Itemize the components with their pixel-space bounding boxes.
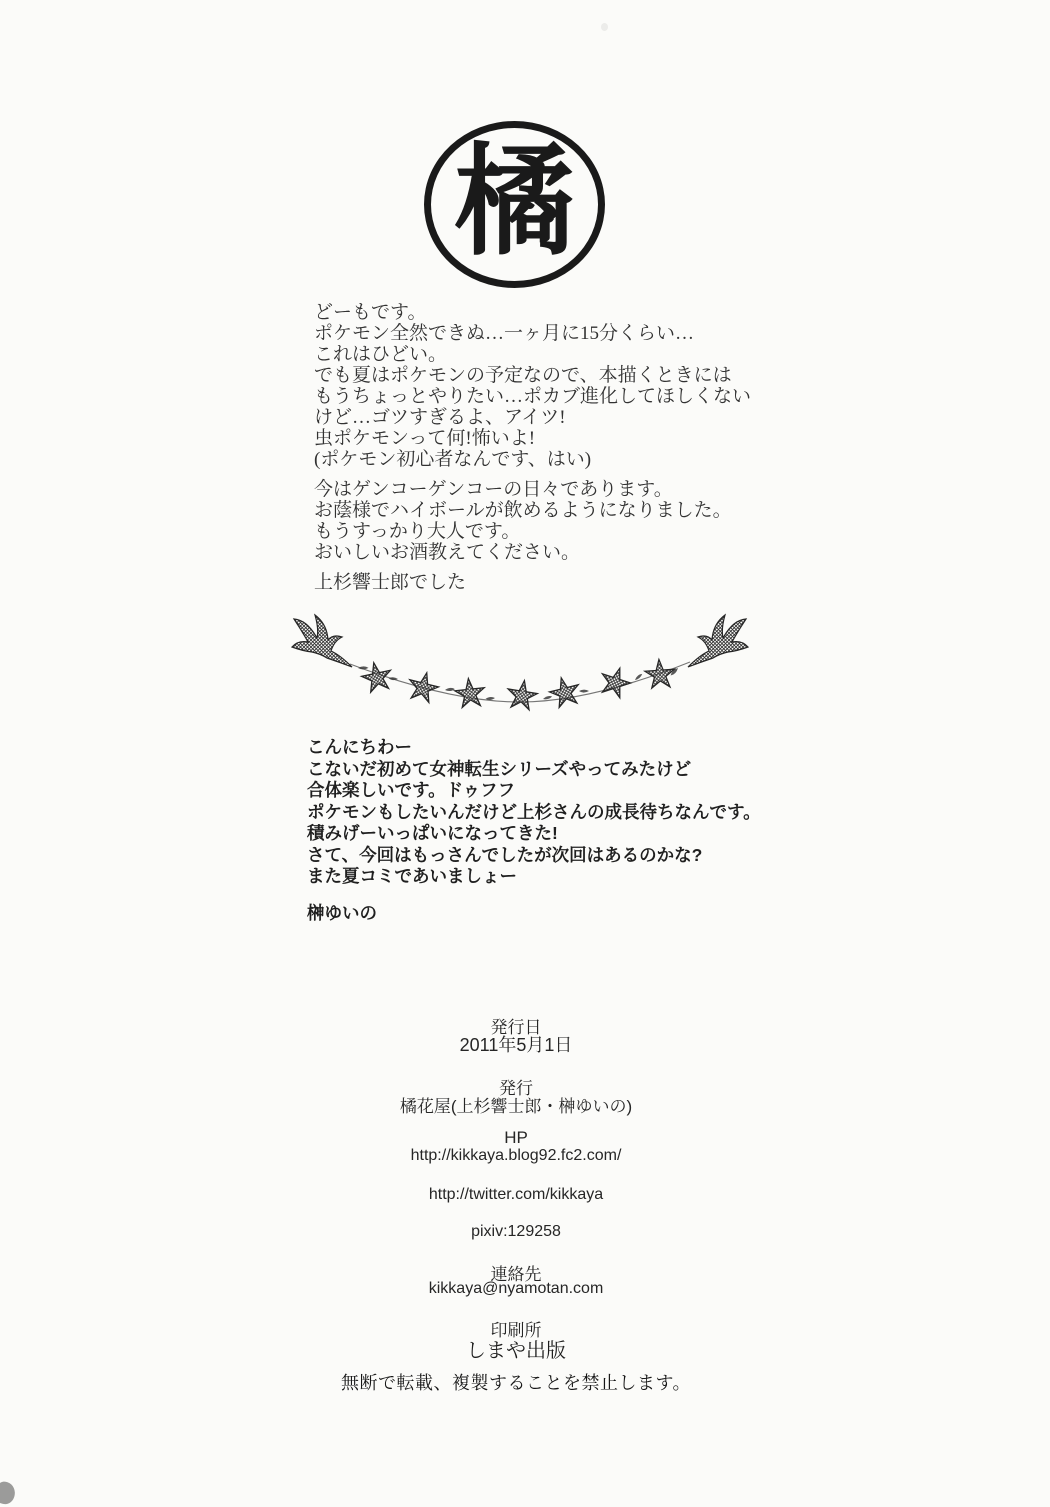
publisher-name: 橘花屋(上杉響士郎・榊ゆいの) <box>399 1097 633 1116</box>
contact-email: kikkaya@nyamotan.com <box>428 1280 604 1297</box>
printer-label: 印刷所 <box>490 1321 542 1340</box>
scan-artifact-speck <box>601 23 608 31</box>
reproduction-disclaimer: 無断で転載、複製することを禁止します。 <box>340 1373 692 1393</box>
publish-date: 2011年5月1日 <box>459 1035 573 1055</box>
star-icon <box>644 659 675 689</box>
star-icon <box>505 678 539 710</box>
afterword-sakaki <box>307 737 761 924</box>
afterword-uesugi <box>314 302 751 593</box>
scan-artifact-corner <box>0 1479 18 1506</box>
swallow-right-icon <box>688 615 748 667</box>
text-line: さて、今回はもっさんでしたが次回はあるのかな? <box>307 844 703 865</box>
pixiv-id: pixiv:129258 <box>471 1223 561 1240</box>
tachibana-circle-logo <box>424 121 605 288</box>
text-line: でも夏はポケモンの予定なので、本描くときには <box>314 365 732 386</box>
text-line: これはひどい。 <box>314 344 448 365</box>
afterword-sakaki-paragraph <box>307 737 761 888</box>
star-icon <box>359 660 394 694</box>
text-line: お蔭様でハイボールが飲めるようになりました。 <box>314 500 732 521</box>
twitter-url: http://twitter.com/kikkaya <box>428 1186 604 1203</box>
text-line: (ポケモン初心者なんです、はい) <box>314 449 592 470</box>
text-line: 合体楽しいです。ドゥフフ <box>307 780 516 800</box>
star-icon <box>547 674 582 708</box>
text-line: もうすっかり大人です。 <box>314 521 521 542</box>
text-line: こないだ初めて女神転生シリーズやってみたけど <box>307 758 692 779</box>
bird-star-garland-divider <box>290 612 750 712</box>
text-line: ポケモンもしたいんだけど上杉さんの成長待ちなんです。 <box>307 801 761 822</box>
text-line: けど…ゴツすぎるよ、アイツ! <box>314 407 566 428</box>
text-line: ポケモン全然できぬ…一ヶ月に15分くらい… <box>314 323 695 344</box>
star-icon <box>454 677 486 708</box>
homepage-label: HP <box>504 1128 528 1147</box>
text-line: こんにちわー <box>307 737 412 757</box>
text-line: 今はゲンコーゲンコーの日々であります。 <box>314 479 673 500</box>
text-line: 積みげーいっぱいになってきた! <box>307 823 558 843</box>
text-line: 虫ポケモンって何!怖いよ! <box>314 428 536 449</box>
swallow-left-icon <box>292 615 352 667</box>
star-icon <box>406 669 441 703</box>
printer-name: しまや出版 <box>466 1340 566 1362</box>
logo-kanji: 橘 <box>454 130 575 272</box>
afterword-uesugi-paragraph-1 <box>314 302 751 470</box>
text-line: また夏コミであいましょー <box>307 866 517 886</box>
contact-label: 連絡先 <box>490 1265 542 1284</box>
signature-uesugi: 上杉響士郎でした <box>314 572 467 593</box>
signature-sakaki: 榊ゆいの <box>307 902 377 923</box>
publish-date-label: 発行日 <box>490 1018 542 1037</box>
text-line: どーもです。 <box>314 302 427 323</box>
text-line: もうちょっとやりたい…ポカブ進化してほしくない <box>314 386 752 407</box>
publisher-label: 発行 <box>499 1079 533 1098</box>
afterword-uesugi-paragraph-2 <box>314 479 751 563</box>
text-line: おいしいお酒教えてください。 <box>314 542 581 563</box>
star-garland <box>359 659 675 711</box>
homepage-url: http://kikkaya.blog92.fc2.com/ <box>410 1147 622 1164</box>
star-icon <box>597 664 634 700</box>
